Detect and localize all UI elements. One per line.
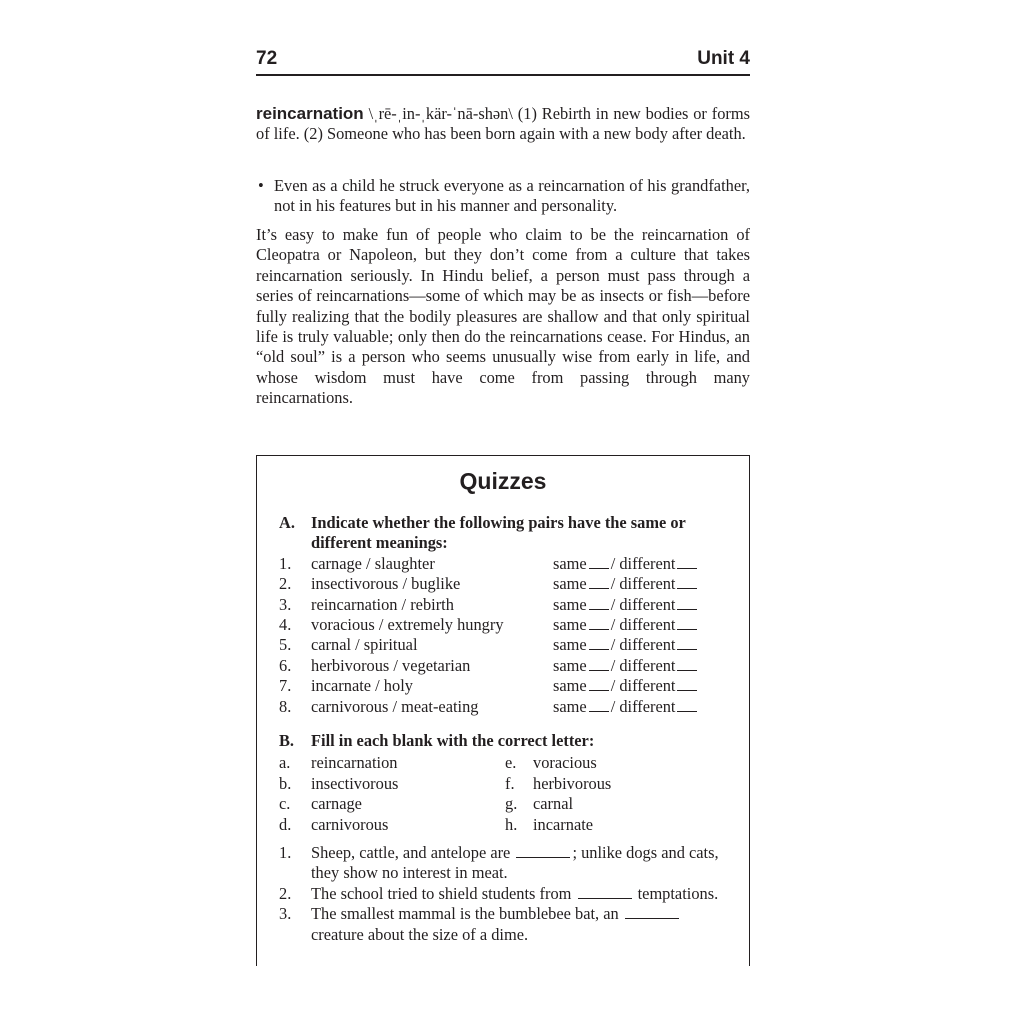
different-blank[interactable] <box>677 678 697 691</box>
word-pair: carnivorous / meat-eating <box>311 696 479 716</box>
page-number: 72 <box>256 48 278 69</box>
same-label: same <box>553 696 587 716</box>
section-a-items <box>279 554 729 717</box>
word-pair: insectivorous / buglike <box>311 574 461 594</box>
choice-letter: e. <box>505 753 517 773</box>
same-blank[interactable] <box>589 556 609 569</box>
answer-options <box>553 697 699 717</box>
different-blank[interactable] <box>677 576 697 589</box>
fill-in-item <box>279 884 729 904</box>
choice-row <box>279 753 729 773</box>
item-number: 8. <box>279 696 292 716</box>
sentence-start: The smallest mammal is the bumblebee bat, an <box>311 904 619 924</box>
sentence-start: Sheep, cattle, and antelope are <box>311 842 511 862</box>
section-a-label: A. <box>279 513 295 532</box>
answer-options <box>553 635 699 655</box>
quiz-a-item <box>279 574 729 594</box>
item-number: 2. <box>279 574 292 594</box>
definition: (1) Rebirth in new bodies or forms of life. (2) Someone who has been born again with a new body after death. <box>256 104 750 144</box>
choice-row <box>279 774 729 794</box>
quiz-a-item <box>279 635 729 655</box>
word-pair: carnal / spiritual <box>311 635 418 655</box>
running-header <box>256 48 750 76</box>
word-pair: voracious / extremely hungry <box>311 614 504 634</box>
headword: reincarnation <box>256 104 364 123</box>
answer-options <box>553 595 699 615</box>
pronunciation: \ˌrē-ˌin-ˌkär-ˈnā-shən\ <box>368 104 513 123</box>
different-blank[interactable] <box>677 617 697 630</box>
fill-in-item <box>279 904 729 945</box>
choice-letter: g. <box>505 794 518 814</box>
item-number: 6. <box>279 655 292 675</box>
choice-letter: f. <box>505 773 515 793</box>
word-pair: reincarnation / rebirth <box>311 594 454 614</box>
item-number: 3. <box>279 904 292 924</box>
example-sentence <box>256 176 750 217</box>
answer-options <box>553 574 699 594</box>
answer-options <box>553 554 699 574</box>
section-b-label: B. <box>279 731 295 750</box>
sentence-start: The school tried to shield students from <box>311 883 572 903</box>
quiz-a-item <box>279 554 729 574</box>
item-number: 3. <box>279 594 292 614</box>
sentence-end: ; unlike dogs and cats, they show no interest in meat. <box>311 842 719 883</box>
same-label: same <box>553 574 587 594</box>
same-label: same <box>553 655 587 675</box>
same-label: same <box>553 614 587 634</box>
bullet-icon: • <box>258 176 264 195</box>
item-number: 1. <box>279 553 292 573</box>
choice-word: carnal <box>533 794 574 814</box>
choice-word: carnage <box>311 794 362 814</box>
unit-label: Unit 4 <box>697 48 750 69</box>
item-number: 2. <box>279 883 292 903</box>
different-label: / different <box>610 676 676 696</box>
quiz-a-item <box>279 697 729 717</box>
different-label: / different <box>610 655 676 675</box>
choice-word: insectivorous <box>311 773 399 793</box>
answer-options <box>553 615 699 635</box>
quiz-section-a <box>279 513 729 717</box>
sentence-end: temptations. <box>637 883 719 903</box>
item-number: 4. <box>279 614 292 634</box>
quiz-title: Quizzes <box>459 468 547 494</box>
choice-word: herbivorous <box>533 773 612 793</box>
dictionary-entry <box>256 104 750 145</box>
choice-word: incarnate <box>533 814 594 834</box>
word-pair: incarnate / holy <box>311 676 413 696</box>
item-number: 5. <box>279 635 292 655</box>
answer-blank[interactable] <box>578 886 632 899</box>
section-a-heading <box>279 513 729 554</box>
same-label: same <box>553 635 587 655</box>
same-blank[interactable] <box>589 617 609 630</box>
same-blank[interactable] <box>589 637 609 650</box>
word-pair: herbivorous / vegetarian <box>311 655 471 675</box>
quiz-section-b <box>279 731 729 945</box>
same-blank[interactable] <box>589 576 609 589</box>
same-blank[interactable] <box>589 678 609 691</box>
example-text: Even as a child he struck everyone as a reincarnation of his grandfather, not in his features but in his manner and personality. <box>274 176 750 216</box>
different-label: / different <box>610 614 676 634</box>
different-label: / different <box>610 574 676 594</box>
quiz-a-item <box>279 615 729 635</box>
choice-letter: h. <box>505 814 518 834</box>
different-blank[interactable] <box>677 597 697 610</box>
same-label: same <box>553 676 587 696</box>
different-blank[interactable] <box>677 699 697 712</box>
item-number: 1. <box>279 842 292 862</box>
choice-letter: b. <box>279 773 292 793</box>
choice-word: carnivorous <box>311 814 389 834</box>
body-paragraph: It’s easy to make fun of people who claim to be the reincarnation of Cleopatra or Napoleon, but they don’t come from a culture that takes reincarnation seriously. In Hindu belief, a person must pass through a series of reincarnations—some of which may be as insects or fish—before fully realizing that the bodily pleasures are shallow and that only spiritual life is truly valuable; only then do the reincarnations cease. For Hindus, an “old soul” is a person who seems unusually wise from early in life, and whose wisdom must have come from passing through many reincarnations. <box>256 225 750 408</box>
choice-word: reincarnation <box>311 753 398 773</box>
different-label: / different <box>610 594 676 614</box>
answer-options <box>553 676 699 696</box>
choice-letter: d. <box>279 814 292 834</box>
answer-options <box>553 656 699 676</box>
section-a-instruction: Indicate whether the following pairs have the same or different meanings: <box>311 513 686 553</box>
different-blank[interactable] <box>677 637 697 650</box>
item-number: 7. <box>279 676 292 696</box>
same-label: same <box>553 553 587 573</box>
quiz-box <box>256 455 750 966</box>
sentence-end: creature about the size of a dime. <box>311 924 529 944</box>
different-blank[interactable] <box>677 658 697 671</box>
same-label: same <box>553 594 587 614</box>
choice-row <box>279 794 729 814</box>
choice-letter: a. <box>279 753 291 773</box>
choice-word: voracious <box>533 753 597 773</box>
answer-blank[interactable] <box>625 906 679 919</box>
section-b-items <box>279 843 729 945</box>
quiz-a-item <box>279 595 729 615</box>
same-blank[interactable] <box>589 658 609 671</box>
word-pair: carnage / slaughter <box>311 553 435 573</box>
quiz-a-item <box>279 676 729 696</box>
quiz-a-item <box>279 656 729 676</box>
section-b-heading <box>279 731 729 751</box>
same-blank[interactable] <box>589 597 609 610</box>
section-b-instruction: Fill in each blank with the correct letter: <box>311 731 595 750</box>
different-label: / different <box>610 553 676 573</box>
different-blank[interactable] <box>677 556 697 569</box>
answer-blank[interactable] <box>516 845 570 858</box>
choice-row <box>279 815 729 835</box>
choice-letter: c. <box>279 794 291 814</box>
different-label: / different <box>610 635 676 655</box>
fill-in-item <box>279 843 729 884</box>
section-b-choices <box>279 753 729 835</box>
same-blank[interactable] <box>589 699 609 712</box>
different-label: / different <box>610 696 676 716</box>
